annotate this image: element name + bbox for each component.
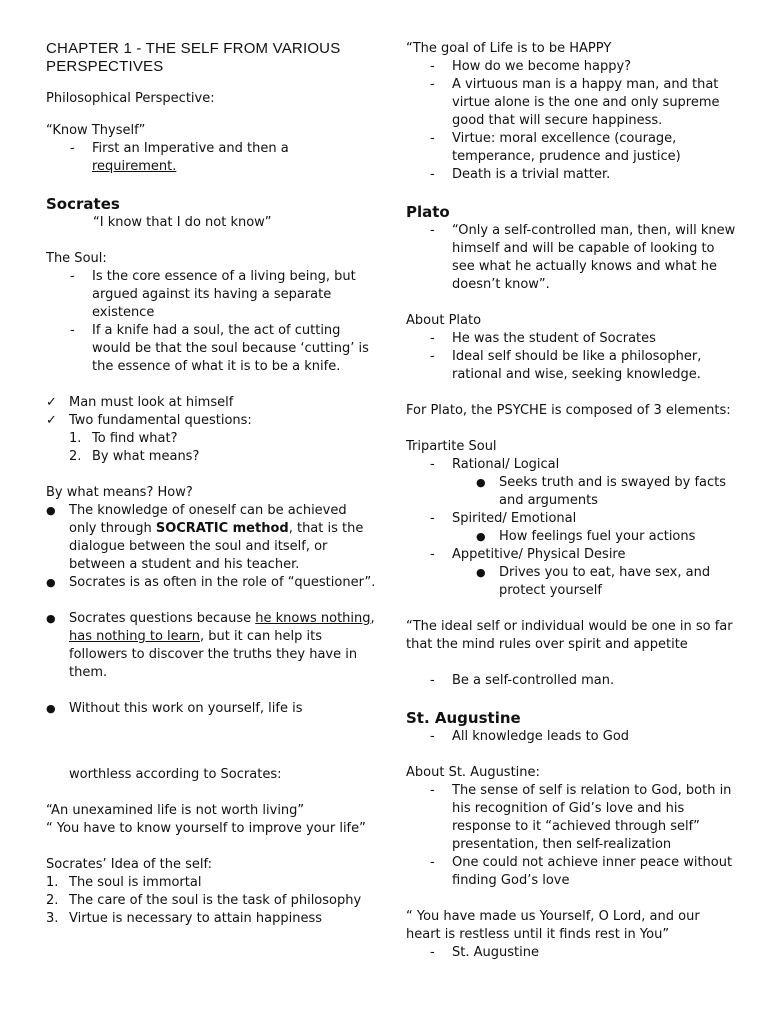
tripartite-subitem: ● Seeks truth and is swayed by facts and arguments bbox=[476, 475, 727, 508]
soul-item: - Is the core essence of a living being, but argued against its having a separate existence bbox=[70, 269, 356, 320]
bullet-icon: ● bbox=[46, 612, 56, 625]
augustine-item: - All knowledge leads to God bbox=[430, 729, 630, 744]
question-item: 1. To find what? bbox=[69, 431, 178, 446]
tripartite-item: - Rational/ Logical bbox=[430, 457, 560, 472]
know-thyself-quote: “Know Thyself” bbox=[46, 123, 146, 138]
goal-item: - How do we become happy? bbox=[430, 59, 632, 74]
bullet-icon: ● bbox=[476, 476, 486, 489]
plato-heading: Plato bbox=[406, 203, 450, 221]
about-plato-item: - Ideal self should be like a philosopher, rational and wise, seeking knowledge. bbox=[430, 349, 702, 382]
augustine-heading: St. Augustine bbox=[406, 709, 521, 727]
plato-item: - “Only a self-controlled man, then, will knew himself and will be capable of looking to see what he actually knows and what he doesn’t know”. bbox=[430, 223, 736, 292]
goal-item: - A virtuous man is a happy man, and that virtue alone is the one and only supreme good that will secure happiness. bbox=[430, 77, 720, 128]
ideal-item: - Be a self-controlled man. bbox=[430, 673, 615, 688]
tripartite-item: - Appetitive/ Physical Desire bbox=[430, 547, 626, 562]
bullet-item: ● Socrates is as often in the role of “questioner”. bbox=[46, 575, 376, 590]
goal-item: - Death is a trivial matter. bbox=[430, 167, 611, 182]
about-augustine-label: About St. Augustine: bbox=[406, 765, 540, 780]
bullet-item: ● Without this work on yourself, life is bbox=[46, 701, 303, 716]
bullet-icon: ● bbox=[476, 530, 486, 543]
unexamined-quote: “An unexamined life is not worth living” bbox=[46, 803, 305, 818]
bullet-item: ● The knowledge of oneself can be achieved only through SOCRATIC method, that is the dialogue between the soul and itself, or between a student and his teacher. bbox=[46, 503, 364, 572]
idea-item: 3. Virtue is necessary to attain happiness bbox=[46, 911, 323, 926]
psyche-label: For Plato, the PSYCHE is composed of 3 elements: bbox=[406, 403, 731, 418]
about-augustine-item: - The sense of self is relation to God, both in his recognition of Gid’s love and his response to it “achieved through self” presentation, then self-realization bbox=[430, 783, 732, 852]
augustine-quote: “ You have made us Yourself, O Lord, and our heart is restless until it finds rest in You” bbox=[406, 909, 700, 942]
right-column bbox=[406, 40, 736, 962]
philosophical-perspective-label: Philosophical Perspective: bbox=[46, 91, 215, 106]
check-item: ✓ Two fundamental questions: bbox=[46, 413, 252, 428]
chapter-title: CHAPTER 1 - THE SELF FROM VARIOUS PERSPECTIVES bbox=[46, 40, 341, 75]
idea-item: 2. The care of the soul is the task of philosophy bbox=[46, 893, 362, 908]
dash-marker: - bbox=[70, 141, 75, 156]
about-plato-label: About Plato bbox=[406, 313, 482, 328]
bullet-item: ● Socrates questions because he knows nothing, has nothing to learn, but it can help its followers to discover the truths they have in them. bbox=[46, 611, 375, 680]
goal-item: - Virtue: moral excellence (courage, temperance, prudence and justice) bbox=[430, 131, 681, 164]
check-icon: ✓ bbox=[46, 413, 57, 428]
soul-label: The Soul: bbox=[46, 251, 107, 266]
know-thyself-item: - First an Imperative and then a requirement. bbox=[70, 141, 289, 174]
question-item: 2. By what means? bbox=[69, 449, 200, 464]
bullet-icon: ● bbox=[476, 566, 486, 579]
goal-quote: “The goal of Life is to be HAPPY bbox=[406, 41, 612, 56]
tripartite-subitem: ● Drives you to eat, have sex, and protect yourself bbox=[476, 565, 711, 598]
how-label: By what means? How? bbox=[46, 485, 193, 500]
tripartite-item: - Spirited/ Emotional bbox=[430, 511, 577, 526]
idea-item: 1. The soul is immortal bbox=[46, 875, 202, 890]
left-column bbox=[46, 40, 376, 928]
tripartite-label: Tripartite Soul bbox=[406, 439, 497, 454]
tripartite-subitem: ● How feelings fuel your actions bbox=[476, 529, 696, 544]
augustine-attribution: - St. Augustine bbox=[430, 945, 539, 960]
about-augustine-item: - One could not achieve inner peace without finding God’s love bbox=[430, 855, 733, 888]
bullet-icon: ● bbox=[46, 576, 56, 589]
socrates-heading: Socrates bbox=[46, 195, 120, 213]
idea-of-self-label: Socrates’ Idea of the self: bbox=[46, 857, 212, 872]
soul-item: - If a knife had a soul, the act of cutting would be that the soul because ‘cutting’ is the essence of what it is to be a knife. bbox=[70, 323, 369, 374]
know-yourself-quote: “ You have to know yourself to improve your life” bbox=[46, 821, 366, 836]
about-plato-item: - He was the student of Socrates bbox=[430, 331, 656, 346]
ideal-self-quote: “The ideal self or individual would be one in so far that the mind rules over spirit and appetite bbox=[406, 619, 733, 652]
check-icon: ✓ bbox=[46, 395, 57, 410]
check-item: ✓ Man must look at himself bbox=[46, 395, 234, 410]
bullet-continuation: worthless according to Socrates: bbox=[69, 767, 282, 782]
bullet-icon: ● bbox=[46, 504, 56, 517]
socrates-quote: “I know that I do not know” bbox=[93, 215, 272, 230]
bullet-icon: ● bbox=[46, 702, 56, 715]
